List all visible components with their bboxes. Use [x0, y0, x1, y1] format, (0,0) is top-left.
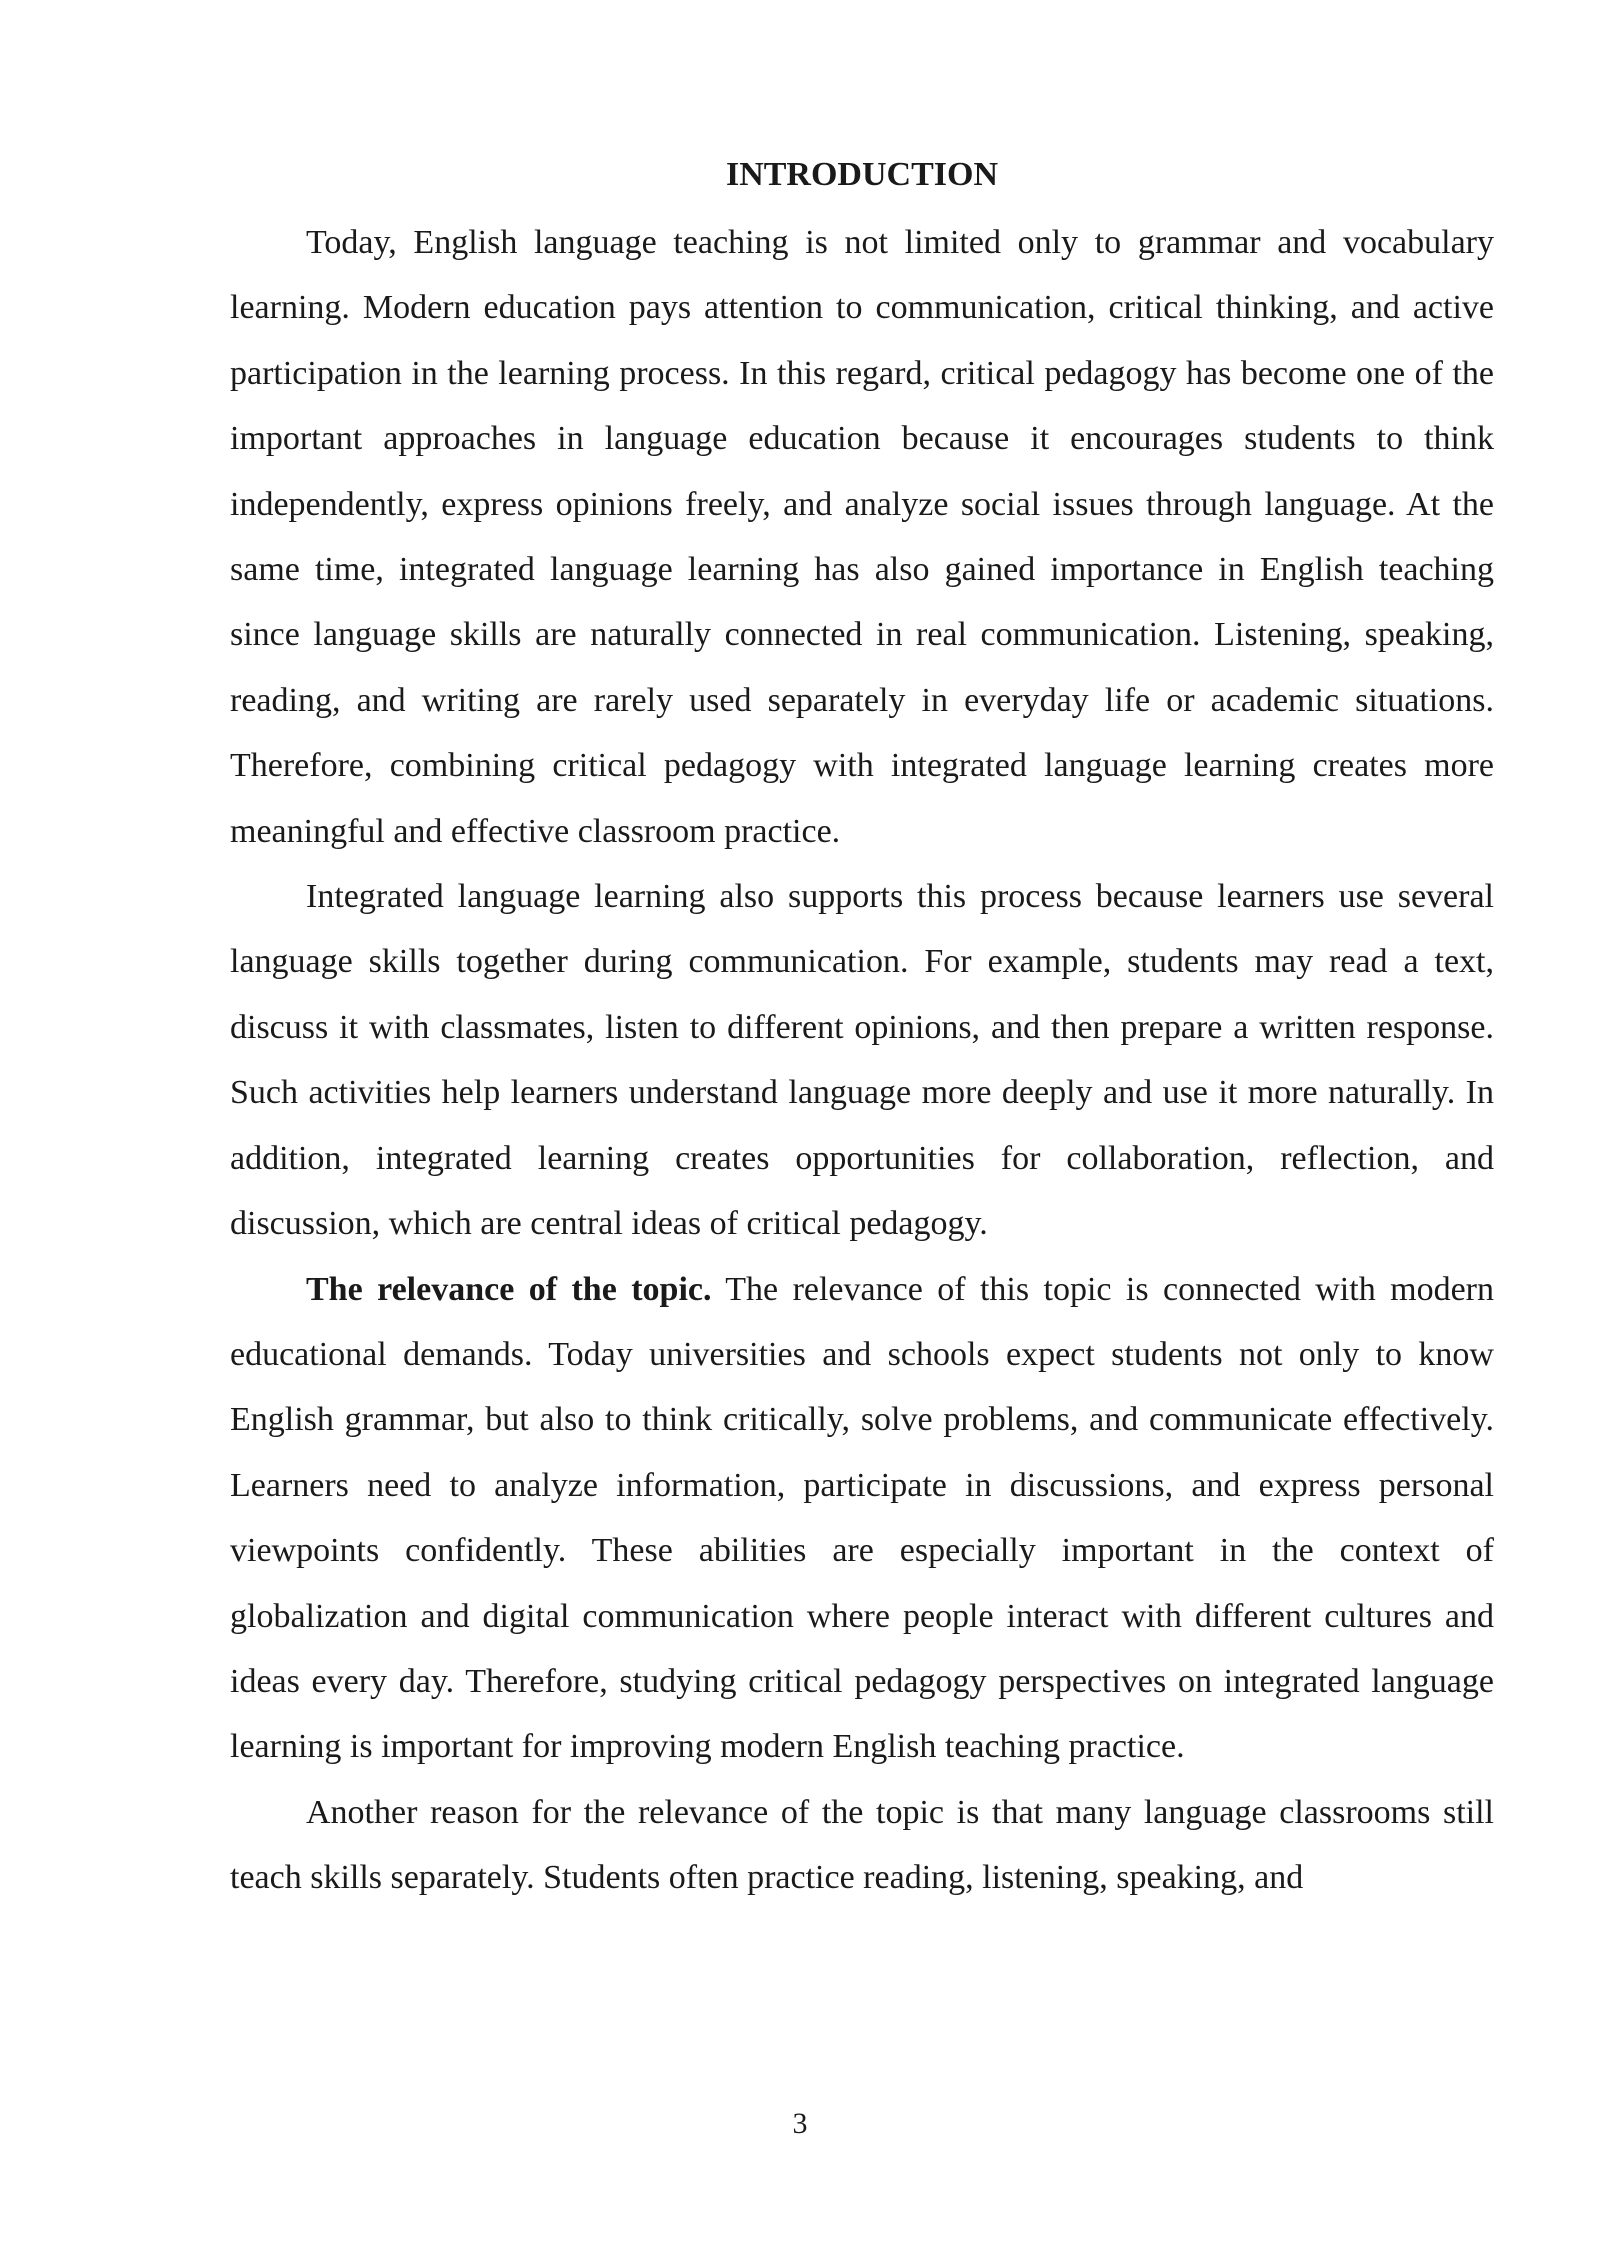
paragraph-4 [230, 1780, 1494, 1911]
paragraph-1 [230, 210, 1494, 864]
document-body [230, 140, 1494, 1911]
paragraph-2 [230, 864, 1494, 1256]
paragraph-3 [230, 1257, 1494, 1780]
section-heading: INTRODUCTION [725, 156, 999, 193]
paragraph-text: Another reason for the relevance of the topic is that many language classrooms still teach skills separately. Students often practice reading, listening, speaking, and [230, 1793, 1494, 1897]
paragraph-text: Integrated language learning also supports this process because learners use several language skills together during communication. For example, students may read a text, discuss it with classmates, listen to different opinions, and then prepare a written response. Such activities help learners understand language more deeply and use it more naturally. In addition, integrated learning creates opportunities for collaboration, reflection, and discussion, which are central ideas of critical pedagogy. [230, 878, 1494, 1243]
page-number: 3 [792, 2107, 808, 2140]
paragraph-text: Today, English language teaching is not limited only to grammar and vocabulary learning. Modern education pays attention to communication, critical thinking, and active participation in the learning process. In this regard, critical pedagogy has become one of the important approaches in language education because it encourages students to think independently, express opinions freely, and analyze social issues through language. At the same time, integrated language learning has also gained importance in English teaching since language skills are naturally connected in real communication. Listening, speaking, reading, and writing are rarely used separately in everyday life or academic situations. Therefore, combining critical pedagogy with integrated language learning creates more meaningful and effective classroom practice. [230, 224, 1494, 850]
paragraph-lead: The relevance of the topic. [306, 1270, 712, 1308]
paragraph-text: The relevance of this topic is connected with modern educational demands. Today universities and schools expect students not only to know English grammar, but also to think critically, solve problems, and communicate effectively. Learners need to analyze information, participate in discussions, and express personal viewpoints confidently. These abilities are especially important in the context of globalization and digital communication where people interact with different cultures and ideas every day. Therefore, studying critical pedagogy perspectives on integrated language learning is important for improving modern English teaching practice. [230, 1270, 1494, 1766]
